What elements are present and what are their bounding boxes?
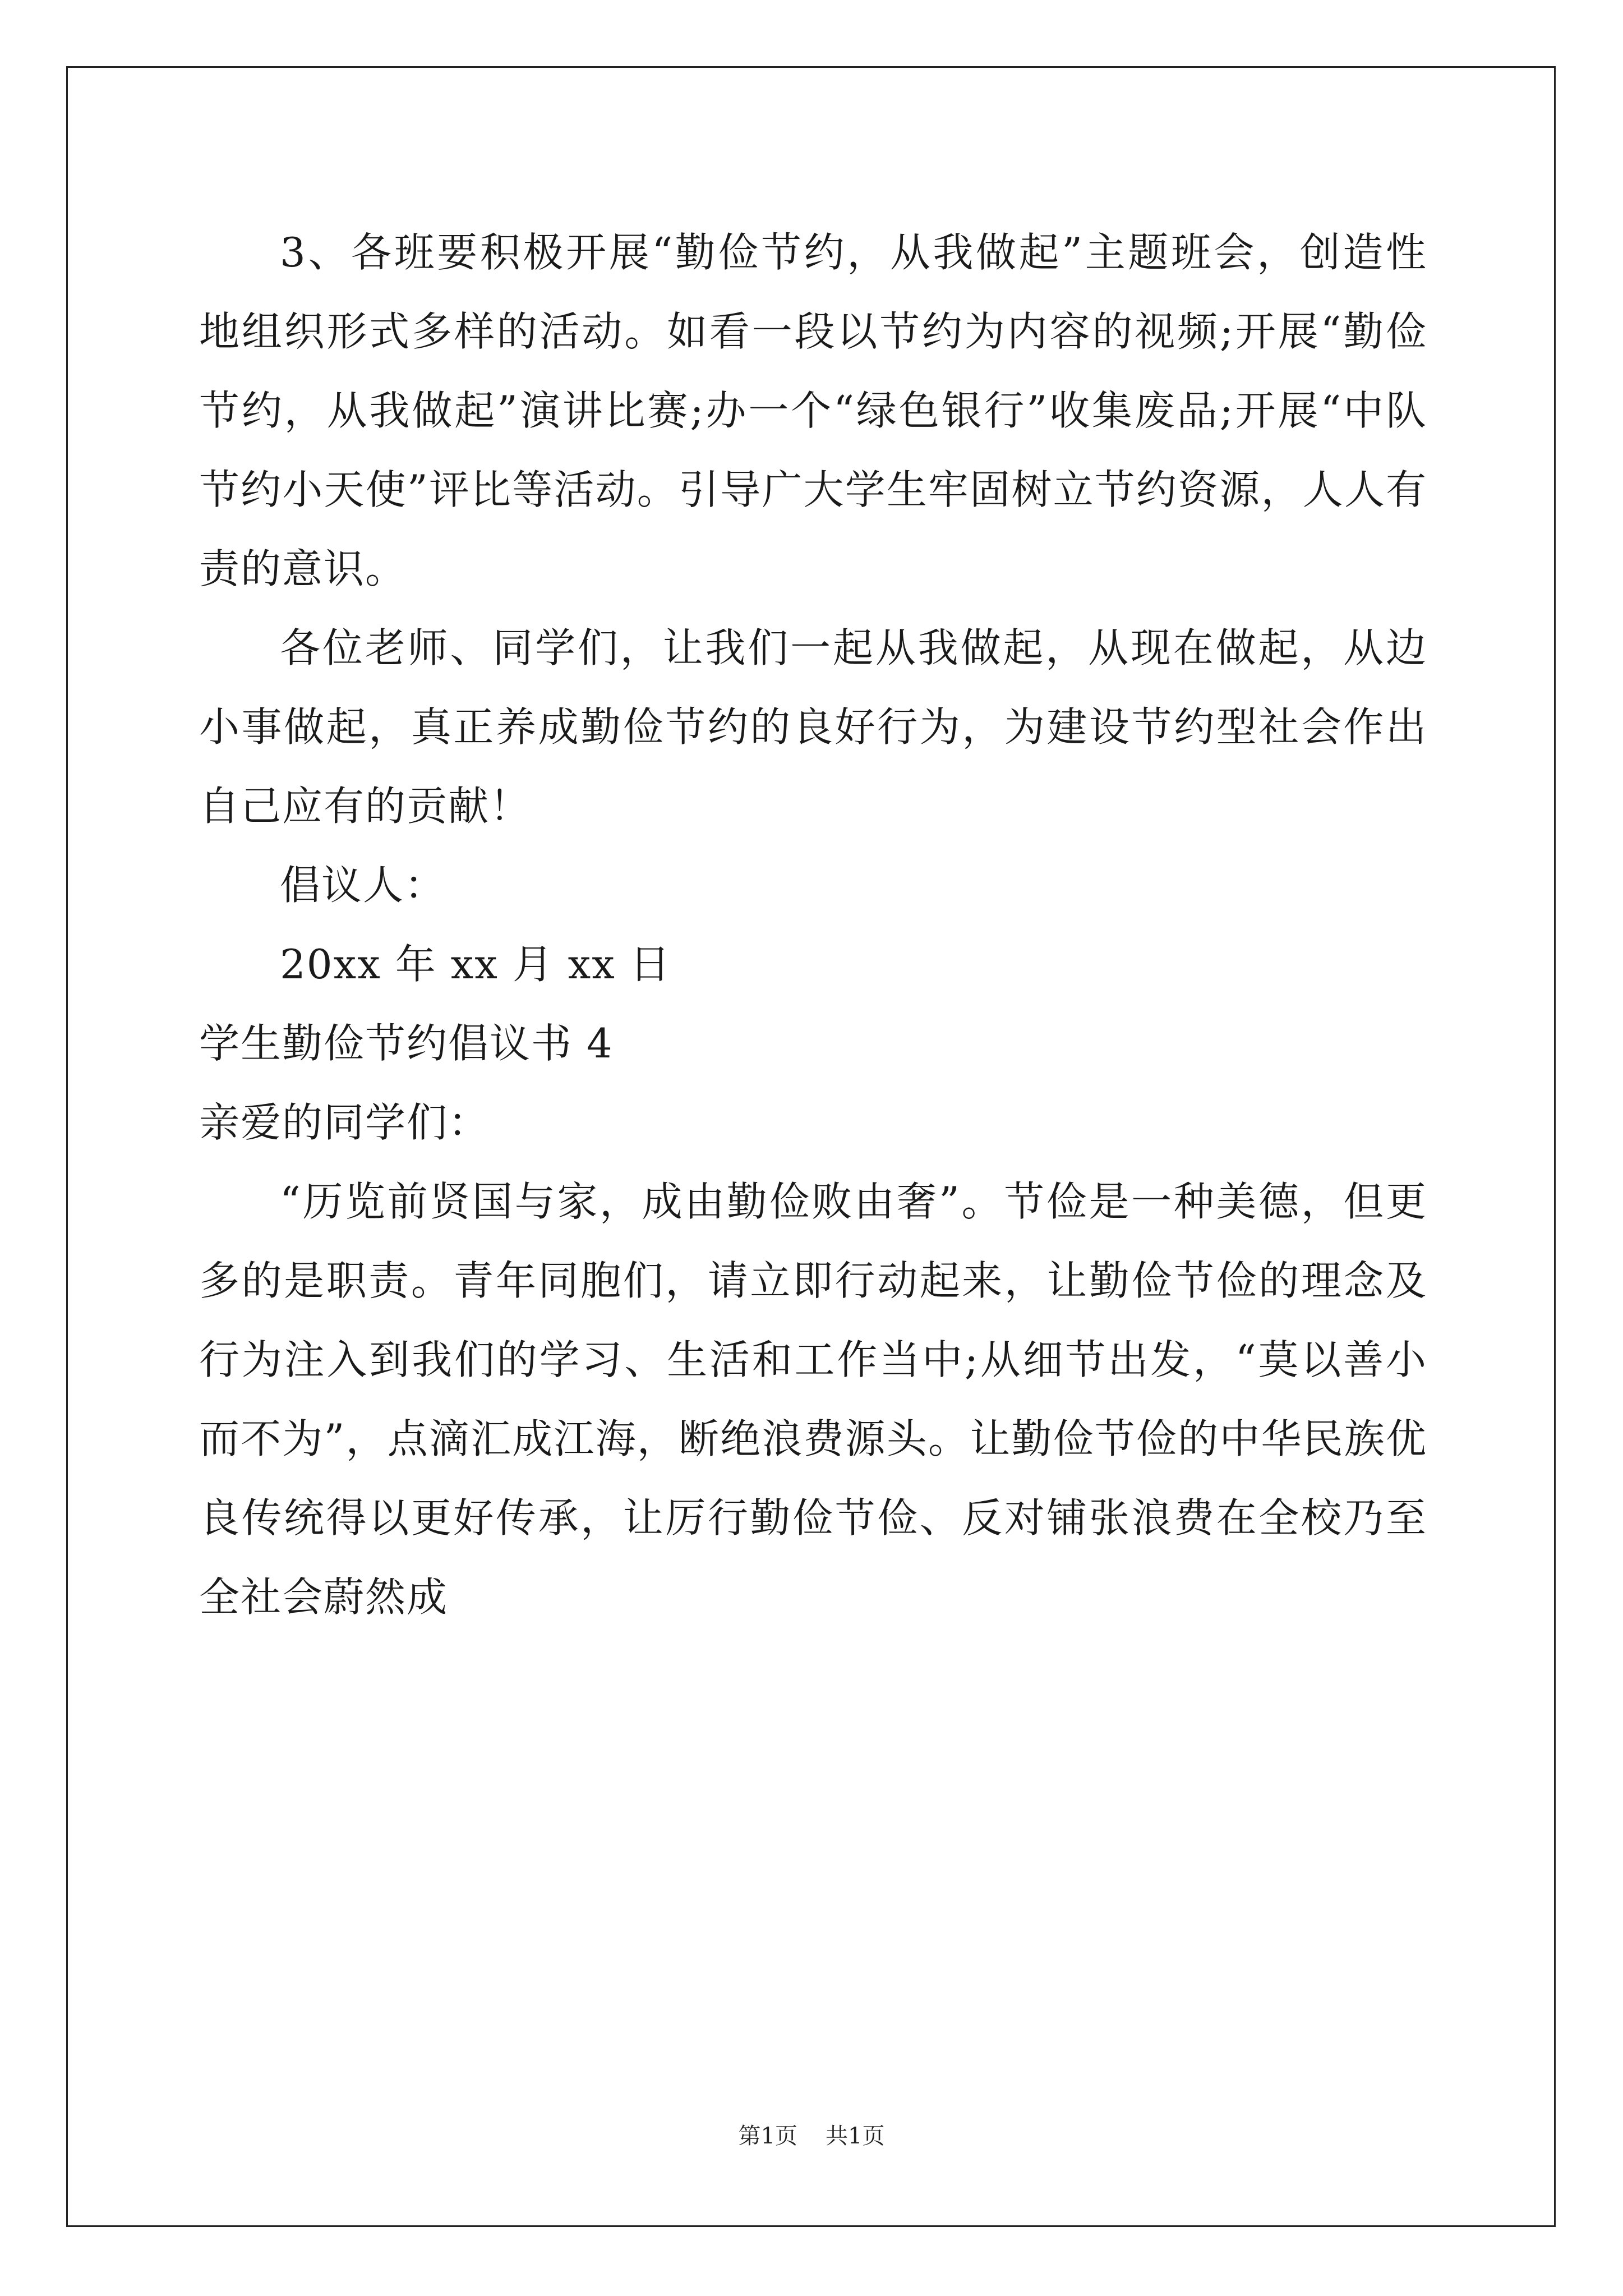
section-title: 学生勤俭节约倡议书 4: [199, 1020, 614, 1067]
page-number-current: 第1页: [738, 2123, 797, 2149]
paragraph-initiator: 倡议人：: [280, 862, 446, 909]
page-footer: [0, 2119, 1623, 2153]
paragraph-call-to-action: 各位老师、同学们，让我们一起从我做起，从现在做起，从边小事做起，真正养成勤俭节约的良好行为，为建设节约型社会作出自己应有的贡献！: [199, 624, 1427, 830]
paragraph-frugality: “历览前贤国与家，成由勤俭败由奢”。节俭是一种美德，但更多的是职责。青年同胞们，请立即行动起来，让勤俭节俭的理念及行为注入到我们的学习、生活和工作当中;从细节出发，“莫以善小而不为”，点滴汇成江海，断绝浪费源头。让勤俭节俭的中华民族优良传统得以更好传承，让厉行勤俭节俭、反对铺张浪费在全校乃至全社会蔚然成: [199, 1178, 1427, 1621]
page-number-total: 共1页: [826, 2123, 885, 2149]
paragraph-class-meeting: 3、各班要积极开展“勤俭节约，从我做起”主题班会，创造性地组织形式多样的活动。如看一段以节约为内容的视频;开展“勤俭节约，从我做起”演讲比赛;办一个“绿色银行”收集废品;开展“中队节约小天使”评比等活动。引导广大学生牢固树立节约资源，人人有责的意识。: [199, 229, 1427, 592]
paragraph-date: 20xx 年 xx 月 xx 日: [280, 941, 671, 988]
document-body: [199, 213, 1427, 1637]
salutation: 亲爱的同学们：: [199, 1099, 490, 1146]
